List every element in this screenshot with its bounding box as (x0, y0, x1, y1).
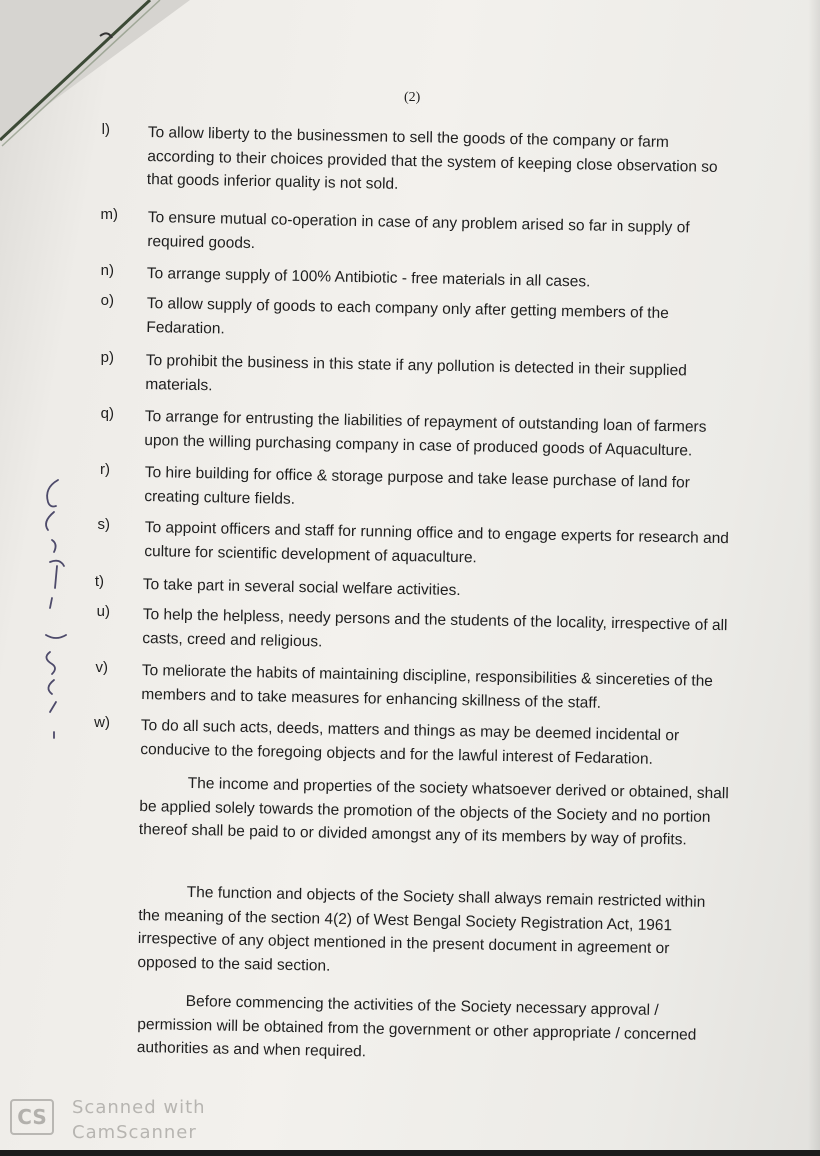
watermark-line1: Scanned with (72, 1097, 206, 1118)
paragraph-text: Before commencing the activities of the Society necessary approval / permission will be obtained from the government or other appropriate / concerned authorities as and when required. (136, 992, 697, 1061)
item-marker: o) (100, 292, 114, 309)
paragraph (139, 771, 730, 853)
page-edge-shadow (808, 0, 820, 1156)
paragraph-text: The function and objects of the Society shall always remain restricted within the meaning of the section 4(2) of West Bengal Society Registration Act, 1961 irrespective of any object mentioned in the present document in agreement or opposed to the said section. (137, 883, 706, 975)
camscanner-watermark (10, 1097, 230, 1147)
item-text: To meliorate the habits of maintaining discipline, responsibilities & sincereties of the members and to take measures for enhancing skillness of the staff. (141, 661, 714, 712)
item-marker: r) (100, 461, 110, 478)
watermark-line2: CamScanner (72, 1122, 197, 1143)
item-text: To arrange for entrusting the liabilities of repayment of outstanding loan of farmers upon the willing purchasing company in case of produced goods of Aquaculture. (144, 407, 707, 460)
margin-signature (30, 470, 80, 750)
item-marker: n) (100, 262, 114, 279)
item-marker: p) (100, 349, 114, 366)
item-marker: t) (94, 573, 104, 590)
item-text: To appoint officers and staff for running office and to engage experts for research and culture for scientific development of aquaculture. (144, 518, 730, 566)
page-number: (2) (404, 90, 421, 105)
item-text: To allow liberty to the businessmen to sell the goods of the company or farm according to their choices provided that the system of keeping close observation so that goods inferior quality is not sold. (146, 123, 718, 193)
item-marker: w) (94, 714, 110, 731)
paragraph (137, 989, 728, 1071)
paragraph (137, 880, 729, 985)
item-text: To take part in several social welfare activities. (142, 575, 461, 600)
camscanner-logo: CS (10, 1099, 54, 1135)
item-text: To arrange supply of 100% Antibiotic - free materials in all cases. (146, 264, 591, 291)
page-bottom-edge (0, 1150, 820, 1156)
item-marker: q) (100, 405, 114, 422)
item-marker: v) (95, 659, 108, 676)
item-marker: s) (97, 516, 110, 533)
item-text: To help the helpless, needy persons and the students of the locality, irrespective of all casts, creed and religious. (142, 605, 728, 650)
item-text: To prohibit the business in this state if any pollution is detected in their supplied materials. (145, 351, 687, 394)
item-text: To hire building for office & storage purpose and take lease purchase of land for creating culture fields. (144, 463, 690, 508)
item-text: To ensure mutual co-operation in case of any problem arised so far in supply of required goods. (147, 208, 690, 252)
item-text: To do all such acts, deeds, matters and things as may be deemed incidental or conducive to the foregoing objects and for the lawful interest of Fedaration. (140, 716, 680, 768)
item-marker: u) (96, 603, 110, 620)
paragraph-text: The income and properties of the society whatsoever derived or obtained, shall be applied solely towards the promotion of the objects of the Society and no portion thereof shall be paid to or divided amongst any of its members by way of profits. (138, 774, 729, 849)
item-marker: m) (100, 206, 118, 223)
item-marker: l) (101, 121, 110, 138)
item-text: To allow supply of goods to each company only after getting members of the Fedaration. (146, 294, 669, 337)
